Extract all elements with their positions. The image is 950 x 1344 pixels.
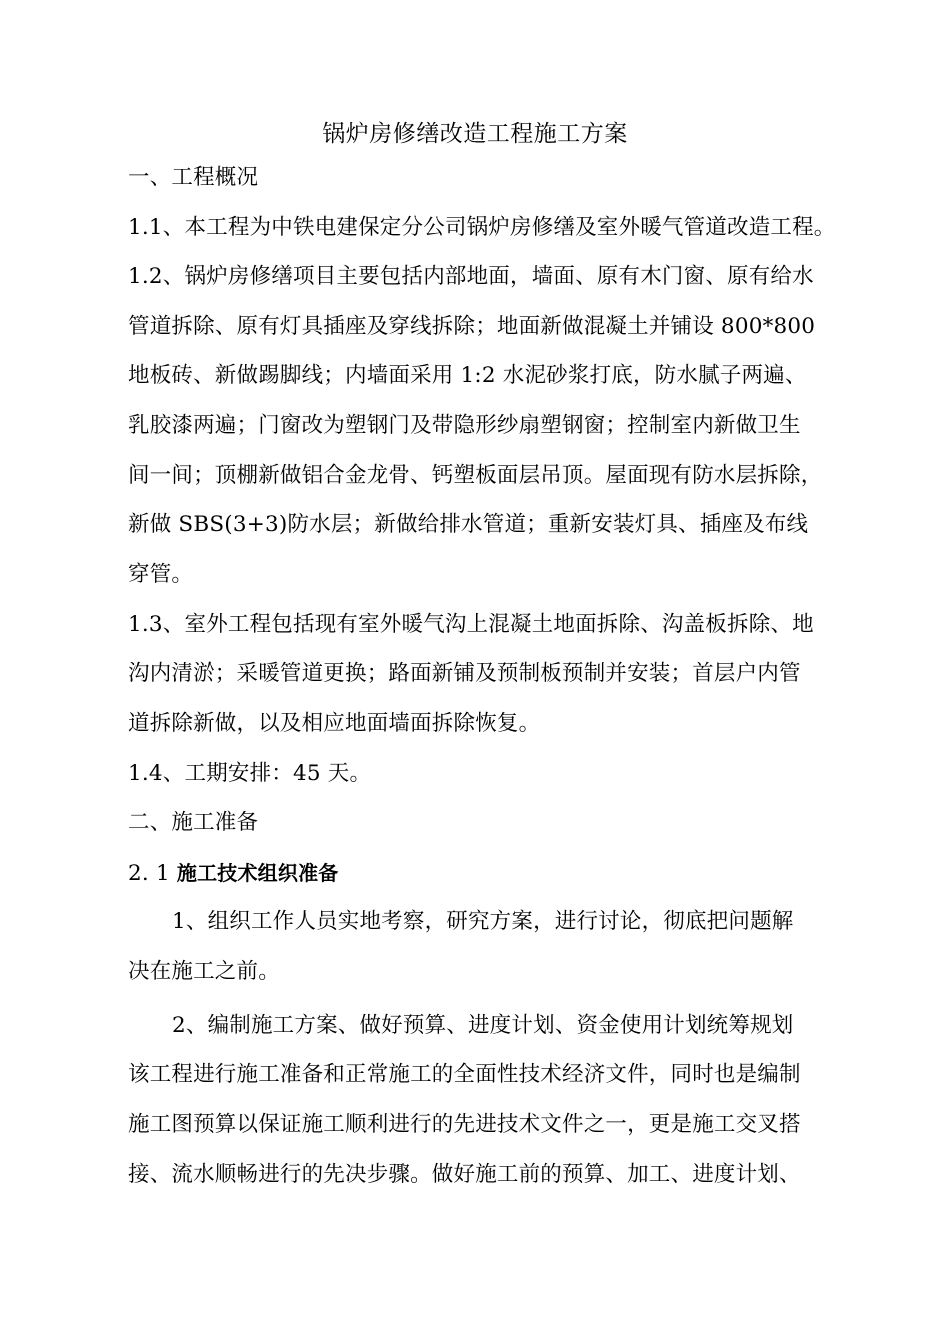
paragraph-line: 沟内清淤；采暖管道更换；路面新铺及预制板预制并安装；首层户内管: [128, 661, 801, 686]
paragraph-line: 决在施工之前。: [128, 959, 280, 984]
document-title: 锅炉房修缮改造工程施工方案: [322, 121, 628, 147]
paragraph-line: 接、流水顺畅进行的先决步骤。做好施工前的预算、加工、进度计划、: [128, 1162, 801, 1187]
paragraph-line: 1.1、本工程为中铁电建保定分公司锅炉房修缮及室外暖气管道改造工程。: [128, 215, 836, 240]
subsection-number: 2. 1: [128, 861, 177, 886]
subsection-heading: [128, 855, 338, 892]
paragraph-line: 乳胶漆两遍；门窗改为塑钢门及带隐形纱扇塑钢窗；控制室内新做卫生: [128, 413, 801, 438]
paragraph-line: 穿管。: [128, 562, 194, 587]
section-heading-overview: 一、工程概况: [128, 165, 259, 190]
paragraph-line: 1、组织工作人员实地考察，研究方案，进行讨论，彻底把问题解: [172, 909, 794, 934]
paragraph-line: 新做 SBS(3+3)防水层；新做给排水管道；重新安装灯具、插座及布线: [128, 512, 809, 537]
paragraph-line: 施工图预算以保证施工顺利进行的先进技术文件之一，更是施工交叉搭: [128, 1112, 801, 1137]
paragraph-line: 2、编制施工方案、做好预算、进度计划、资金使用计划统筹规划: [172, 1013, 794, 1038]
subsection-title: 施工技术组织准备: [176, 861, 339, 885]
paragraph-line: 1.2、锅炉房修缮项目主要包括内部地面，墙面、原有木门窗、原有给水: [128, 264, 814, 289]
paragraph-line: 1.3、室外工程包括现有室外暖气沟上混凝土地面拆除、沟盖板拆除、地: [128, 612, 814, 637]
paragraph-line: 道拆除新做，以及相应地面墙面拆除恢复。: [128, 711, 541, 736]
paragraph-line: 地板砖、新做踢脚线；内墙面采用 1:2 水泥砂浆打底，防水腻子两遍、: [128, 363, 807, 388]
paragraph-line: 管道拆除、原有灯具插座及穿线拆除；地面新做混凝土并铺设 800*800: [128, 314, 816, 339]
paragraph-line: 该工程进行施工准备和正常施工的全面性技术经济文件，同时也是编制: [128, 1062, 801, 1087]
paragraph-line: 间一间；顶棚新做铝合金龙骨、钙塑板面层吊顶。屋面现有防水层拆除，: [128, 463, 823, 488]
paragraph-line: 1.4、工期安排：45 天。: [128, 761, 372, 786]
section-heading-preparation: 二、施工准备: [128, 810, 259, 835]
